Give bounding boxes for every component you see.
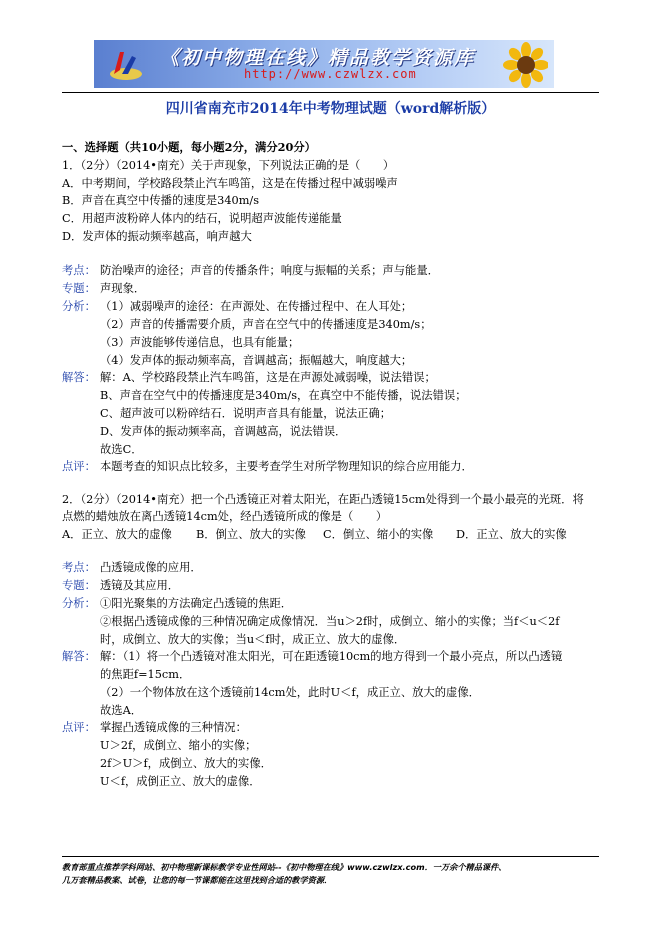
q2-dianping-1: 掌握凸透镜成像的三种情况： — [100, 721, 247, 734]
q2-kaodian: 凸透镜成像的应用． — [100, 561, 202, 574]
q1-option-a: A．中考期间，学校路段禁止汽车鸣笛，这是在传播过程中减弱噪声 — [62, 177, 398, 190]
page-footer — [62, 861, 602, 887]
q1-fenxi-1: （1）减弱噪声的途径：在声源处、在传播过程中、在人耳处； — [100, 300, 413, 313]
q1-jieda-label: 解答： — [62, 371, 96, 384]
footer-divider — [62, 856, 599, 857]
banner-title: 《初中物理在线》精品教学资源库 — [160, 47, 476, 69]
q2-dianping-3: 2f＞U＞f，成倒立、放大的实像． — [100, 757, 272, 770]
q1-fenxi-label: 分析： — [62, 300, 96, 313]
q2-option-b: B．倒立、放大的实像 — [196, 528, 306, 541]
q1-kaodian-label: 考点： — [62, 264, 96, 277]
q1-option-d: D．发声体的振动频率越高，响声越大 — [62, 230, 252, 243]
q1-fenxi-3: （3）声波能够传递信息，也具有能量； — [100, 336, 300, 349]
q2-option-a: A．正立、放大的虚像 — [62, 528, 172, 541]
document-title: 四川省南充市2014年中考物理试题（word解析版） — [165, 101, 496, 117]
q1-option-b: B．声音在真空中传播的速度是340m/s — [62, 194, 260, 207]
q2-fenxi-label: 分析： — [62, 597, 96, 610]
q2-dianping-4: U＜f，成倒正立、放大的虚像． — [100, 775, 261, 788]
q2-dianping-label: 点评： — [62, 721, 96, 734]
q1-jieda-1: 解：A、学校路段禁止汽车鸣笛，这是在声源处减弱噪，说法错误； — [100, 371, 436, 384]
q1-stem: 1．（2分）（2014•南充）关于声现象，下列说法正确的是（ ） — [62, 159, 395, 172]
header-banner — [94, 40, 554, 88]
footer-line-1: 教育部重点推荐学科网站、初中物理新课标教学专业性网站--《初中物理在线》www.czwlzx.com．一万余个精品课件、 — [62, 862, 507, 872]
footer-line-2: 几万套精品教案、试卷，让您的每一节课都能在这里找到合适的教学资源． — [62, 875, 333, 885]
q1-kaodian: 防治噪声的途径；声音的传播条件；响度与振幅的关系；声与能量． — [100, 264, 439, 277]
q2-kaodian-label: 考点： — [62, 561, 96, 574]
q2-fenxi-3: 时，成倒立、放大的实像；当u＜f时，成正立、放大的虚像． — [100, 633, 406, 646]
logo-icon — [108, 48, 144, 82]
q1-jieda-5: 故选C． — [100, 443, 143, 456]
q2-option-c: C．倒立、缩小的实像 — [323, 528, 434, 541]
q2-dianping-2: U＞2f，成倒立、缩小的实像； — [100, 739, 257, 752]
q1-jieda-2: B、声音在空气中的传播速度是340m/s，在真空中不能传播，说法错误； — [100, 389, 467, 402]
q2-jieda-label: 解答： — [62, 650, 96, 663]
sunflower-icon — [496, 42, 548, 88]
q2-jieda-3: （2）一个物体放在这个透镜前14cm处，此时U＜f，成正立、放大的虚像． — [100, 686, 480, 699]
q1-dianping: 本题考查的知识点比较多，主要考查学生对所学物理知识的综合应用能力． — [100, 460, 473, 473]
q2-stem-1: 2．（2分）（2014•南充）把一个凸透镜正对着太阳光，在距凸透镜15cm处得到一个最小最亮的光斑．将 — [62, 493, 584, 506]
q2-option-d: D．正立、放大的实像 — [456, 528, 567, 541]
header-divider — [62, 92, 599, 93]
q2-stem-2: 点燃的蜡烛放在离凸透镜14cm处，经凸透镜所成的像是（ ） — [62, 510, 388, 523]
q2-fenxi-1: ①阳光聚集的方法确定凸透镜的焦距． — [100, 597, 293, 610]
q2-zhuanti-label: 专题： — [62, 579, 96, 592]
q2-zhuanti: 透镜及其应用． — [100, 579, 180, 592]
q2-jieda-2: 的焦距f=15cm． — [100, 668, 191, 681]
section-heading: 一、选择题（共10小题，每小题2分，满分20分） — [62, 140, 316, 154]
q1-fenxi-4: （4）发声体的振动频率高，音调越高；振幅越大，响度越大； — [100, 354, 413, 367]
q2-jieda-4: 故选A． — [100, 704, 143, 717]
q2-fenxi-2: ②根据凸透镜成像的三种情况确定成像情况．当u＞2f时，成倒立、缩小的实像；当f＜u＜2f — [100, 615, 560, 628]
banner-url[interactable]: http://www.czwlzx.com — [244, 67, 417, 81]
q1-dianping-label: 点评： — [62, 460, 96, 473]
q1-jieda-4: D、发声体的振动频率高，音调越高，说法错误． — [100, 425, 347, 438]
q1-jieda-3: C、超声波可以粉碎结石．说明声音具有能量，说法正确； — [100, 407, 392, 420]
q1-fenxi-2: （2）声音的传播需要介质，声音在空气中的传播速度是340m/s； — [100, 318, 432, 331]
q2-jieda-1: 解：（1）将一个凸透镜对准太阳光，可在距透镜10cm的地方得到一个最小亮点，所以凸透镜 — [100, 650, 563, 663]
q1-option-c: C．用超声波粉碎人体内的结石，说明超声波能传递能量 — [62, 212, 342, 225]
q1-zhuanti: 声现象． — [100, 282, 146, 295]
q1-zhuanti-label: 专题： — [62, 282, 96, 295]
